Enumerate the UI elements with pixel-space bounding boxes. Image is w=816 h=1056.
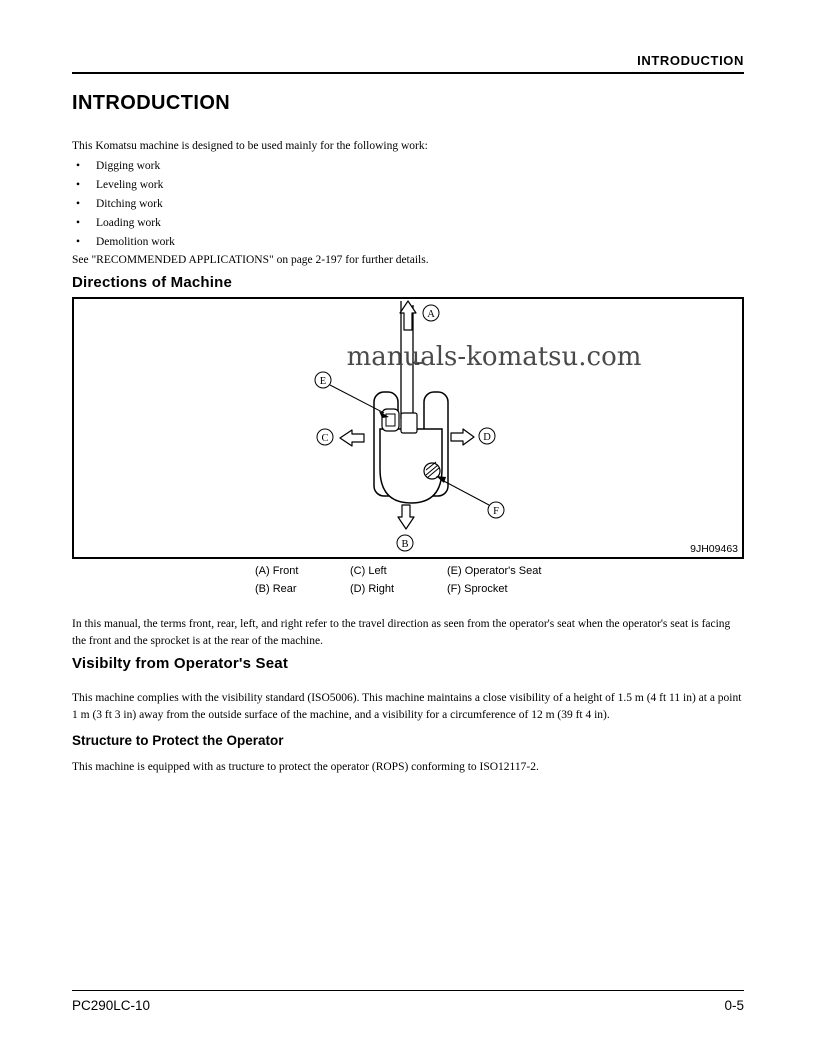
label-seat: E (319, 375, 327, 387)
list-item (72, 233, 744, 252)
machine-top-view (374, 392, 448, 503)
intro-lead: This Komatsu machine is designed to be used mainly for the following work: (72, 140, 428, 152)
header-rule (72, 72, 744, 74)
running-header: INTRODUCTION (637, 53, 744, 68)
page-title: INTRODUCTION (72, 92, 231, 114)
bullet-icon: • (76, 236, 81, 248)
work-type-list (72, 157, 744, 252)
bullet-icon: • (76, 160, 81, 172)
figure-code: 9JH09463 (690, 543, 738, 555)
legend-item-seat: (E) Operator's Seat (447, 565, 542, 577)
label-rear: B (401, 538, 409, 550)
seat-inner-shape (386, 414, 395, 426)
section-title-directions: Directions of Machine (72, 274, 233, 291)
bullet-icon: • (76, 179, 81, 191)
subsection-title-protection: Structure to Protect the Operator (72, 733, 284, 748)
legend-item-rear: (B) Rear (255, 582, 297, 595)
directions-figure (72, 297, 744, 559)
section-title-visibility: Visibilty from Operator's Seat (72, 655, 289, 672)
list-item-text: Digging work (96, 160, 161, 172)
list-item (72, 176, 744, 195)
list-item-text: Ditching work (96, 198, 163, 210)
footer-model-number: PC290LC-10 (72, 998, 151, 1013)
label-front: A (427, 308, 435, 320)
list-item (72, 195, 744, 214)
footer-rule (72, 990, 744, 991)
list-item-text: Demolition work (96, 236, 175, 248)
rear-arrow-icon (398, 505, 414, 529)
right-arrow-icon (451, 429, 474, 445)
list-item (72, 157, 744, 176)
bullet-icon: • (76, 198, 81, 210)
directions-paragraph: In this manual, the terms front, rear, left, and right refer to the travel direction as seen from the operator's seat when the operator's seat is facing the front and the sprocket is at the rear of the machine. (72, 618, 731, 647)
protection-paragraph: This machine is equipped with as tructure to protect the operator (ROPS) conforming to ISO12117-2. (72, 761, 539, 773)
label-left: C (321, 432, 329, 444)
left-arrow-icon (340, 430, 364, 446)
page-footer (72, 990, 744, 1013)
list-item-text: Loading work (96, 217, 161, 229)
legend-item-sprocket: (F) Sprocket (447, 582, 508, 595)
watermark-text: manuals-komatsu.com (346, 342, 642, 372)
list-item-text: Leveling work (96, 179, 164, 191)
figure-legend (255, 563, 744, 598)
legend-item-right: (D) Right (350, 582, 395, 595)
label-sprocket: F (493, 505, 499, 517)
boom-mount-shape (401, 413, 417, 433)
visibility-paragraph: This machine complies with the visibility standard (ISO5006). This machine maintains a close visibility of a height of 1.5 m (4 ft 11 in) at a point 1 m (3 ft 3 in) away from the outside surface of the machine, and a visibility for a circumference of 12 m (39 ft 4 in). (72, 692, 742, 721)
footer-page-number: 0-5 (724, 998, 744, 1013)
see-reference-note: See "RECOMMENDED APPLICATIONS" on page 2-197 for further details. (72, 254, 429, 266)
legend-item-left: (C) Left (350, 565, 387, 577)
label-right: D (483, 431, 491, 443)
machine-directions-diagram (74, 299, 742, 557)
sprocket-leader-line (440, 479, 489, 505)
bullet-icon: • (76, 217, 81, 229)
legend-item-front: (A) Front (255, 565, 299, 577)
list-item (72, 214, 744, 233)
